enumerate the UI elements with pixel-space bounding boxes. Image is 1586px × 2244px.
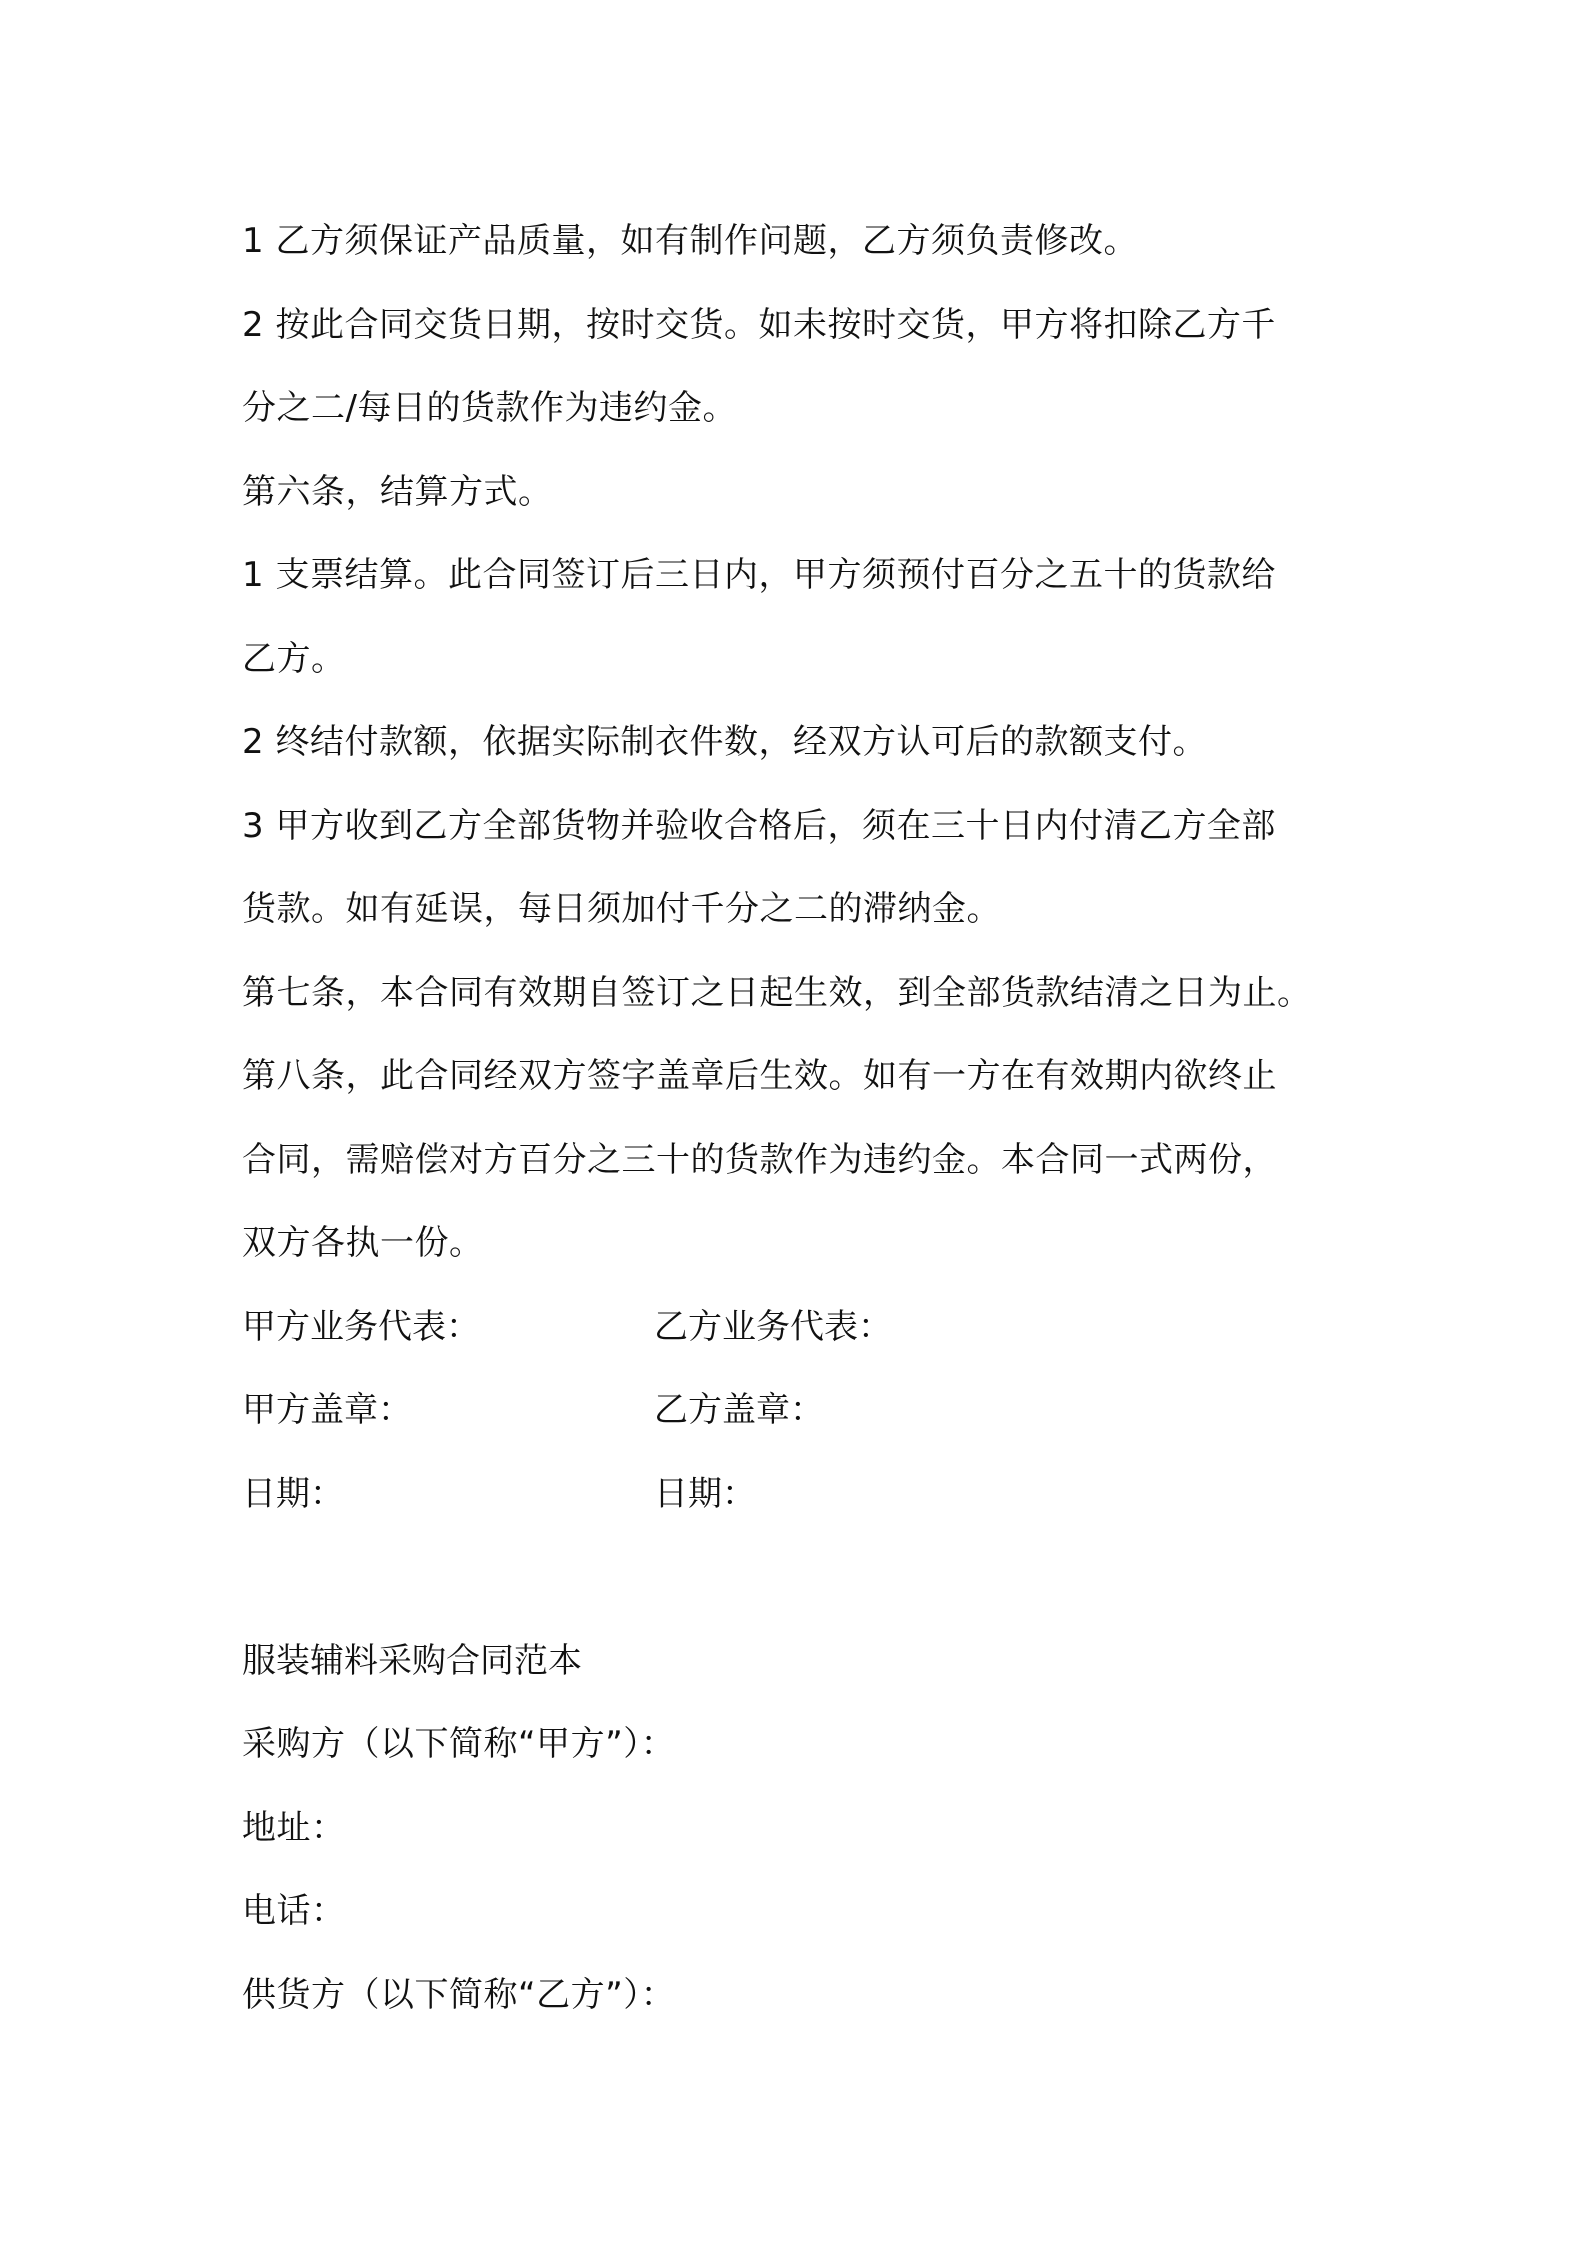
clause-quality-line: 1 乙方须保证产品质量，如有制作问题，乙方须负责修改。 <box>242 221 1138 261</box>
article-eight-line-2: 合同，需赔偿对方百分之三十的货款作为违约金。本合同一式两份， <box>242 1139 1277 1180</box>
article-seven-line: 第七条，本合同有效期自签订之日起生效，到全部货款结清之日为止。 <box>242 972 1312 1013</box>
article-six-heading: 第六条，结算方式。 <box>242 471 553 512</box>
payment-clause-1-line-1: 1 支票结算。此合同签订后三日内，甲方须预付百分之五十的货款给 <box>242 555 1276 595</box>
payment-clause-3-line-2: 货款。如有延误，每日须加付千分之二的滞纳金。 <box>242 889 1001 929</box>
party-b-date-label: 日期： <box>654 1473 756 1514</box>
supplier-field: 供货方（以下简称“乙方”）： <box>242 1974 676 2015</box>
party-b-seal-label: 乙方盖章： <box>654 1390 824 1430</box>
payment-clause-1-line-2: 乙方。 <box>242 638 346 679</box>
payment-clause-3-line-1: 3 甲方收到乙方全部货物并验收合格后，须在三十日内付清乙方全部 <box>242 805 1276 846</box>
clause-delivery-line-2: 分之二/每日的货款作为违约金。 <box>242 388 737 428</box>
clause-delivery-line-1: 2 按此合同交货日期，按时交货。如未按时交货，甲方将扣除乙方千 <box>242 304 1276 345</box>
section-spacer <box>242 1536 1362 1620</box>
address-field: 地址： <box>242 1807 346 1848</box>
signature-row-representative <box>242 1286 1362 1370</box>
payment-clause-2-line: 2 终结付款额，依据实际制衣件数，经双方认可后的款额支付。 <box>242 722 1207 762</box>
phone-field: 电话： <box>242 1891 346 1931</box>
party-b-representative-label: 乙方业务代表： <box>654 1306 892 1347</box>
document-content <box>242 200 1362 2037</box>
signature-row-date <box>242 1453 1362 1537</box>
purchaser-field: 采购方（以下简称“甲方”）： <box>242 1724 676 1764</box>
party-a-date-label: 日期： <box>242 1473 344 1514</box>
article-eight-line-1: 第八条，此合同经双方签字盖章后生效。如有一方在有效期内欲终止 <box>242 1056 1277 1096</box>
second-contract-title: 服装辅料采购合同范本 <box>242 1640 582 1681</box>
party-a-seal-label: 甲方盖章： <box>242 1390 412 1430</box>
article-eight-line-3: 双方各执一份。 <box>242 1223 484 1263</box>
party-a-representative-label: 甲方业务代表： <box>242 1306 480 1347</box>
signature-row-seal <box>242 1369 1362 1453</box>
